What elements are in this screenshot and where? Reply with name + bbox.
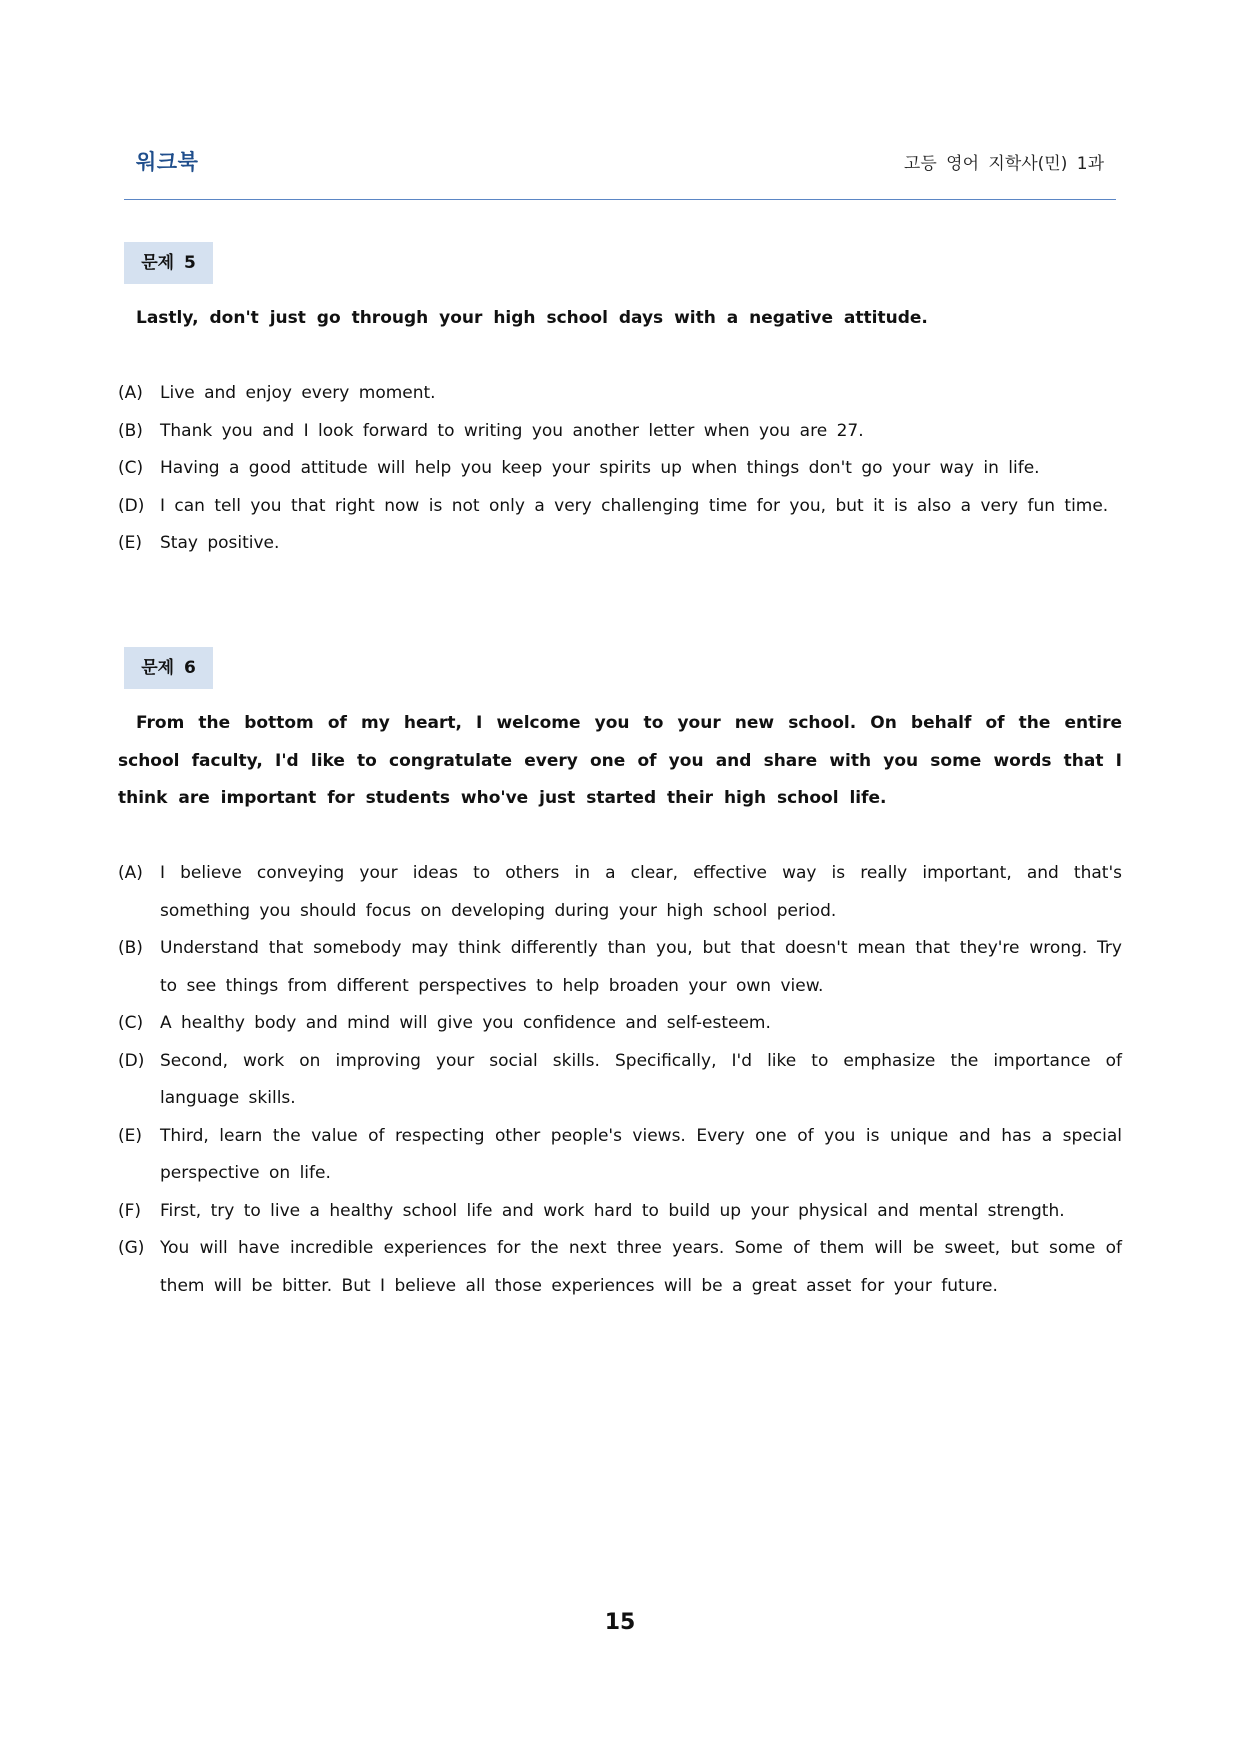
page-number: 15	[604, 1610, 636, 1635]
option-letter: (G)	[118, 1238, 145, 1258]
option-text: Having a good attitude will help you keep your spirits up when things don't go your way in life.	[160, 458, 1040, 478]
option-letter: (B)	[118, 938, 143, 958]
page-header	[124, 146, 1116, 186]
question-5-option-b	[118, 413, 1122, 451]
question-6-option-c	[118, 1005, 1122, 1043]
option-letter: (B)	[118, 420, 143, 441]
question-6-option-g	[118, 1230, 1122, 1305]
course-subtitle: 고등 영어 지학사(민) 1과	[903, 154, 1104, 174]
option-text: A healthy body and mind will give you confidence and self-esteem.	[160, 1013, 771, 1033]
workbook-title: 워크북	[136, 150, 199, 174]
question-5-options	[118, 375, 1122, 563]
option-text: Live and enjoy every moment.	[160, 383, 436, 403]
question-5-stem: Lastly, don't just go through your high school days with a negative attitude.	[136, 308, 928, 328]
option-letter: (C)	[118, 1013, 144, 1033]
option-letter: (D)	[118, 1050, 145, 1071]
option-text: Thank you and I look forward to writing you another letter when you are 27.	[160, 420, 864, 441]
question-5-option-d	[118, 488, 1122, 526]
question-6-badge: 문제 6	[124, 647, 213, 689]
question-6-option-f	[118, 1193, 1122, 1231]
question-5-badge: 문제 5	[124, 242, 213, 284]
option-text: First, try to live a healthy school life and work hard to build up your physical and mental strength.	[160, 1200, 1065, 1221]
question-6-option-b	[118, 930, 1122, 1005]
option-letter: (F)	[118, 1200, 142, 1221]
option-letter: (C)	[118, 458, 144, 478]
question-5-option-e	[118, 525, 1122, 563]
question-6-stem: From the bottom of my heart, I welcome you to your new school. On behalf of the entire school faculty, I'd like to congratulate every one of you and share with you some words that I think are important for students who've just started their high school life.	[118, 713, 1122, 808]
question-5-option-a	[118, 375, 1122, 413]
option-text: Stay positive.	[160, 533, 280, 553]
option-text: You will have incredible experiences for the next three years. Some of them will be sweet, but some of them will be bitter. But I believe all those experiences will be a great asset for your future.	[160, 1238, 1122, 1296]
option-letter: (E)	[118, 1125, 143, 1146]
question-5-option-c	[118, 450, 1122, 488]
option-text: Third, learn the value of respecting other people's views. Every one of you is unique and has a special perspective on life.	[160, 1125, 1122, 1183]
header-divider	[124, 199, 1116, 200]
question-6-option-e	[118, 1118, 1122, 1193]
option-text: Second, work on improving your social skills. Specifically, I'd like to emphasize the importance of language skills.	[160, 1050, 1122, 1108]
option-text: I believe conveying your ideas to others in a clear, effective way is really important, and that's something you should focus on developing during your high school period.	[160, 863, 1122, 921]
option-text: Understand that somebody may think differently than you, but that doesn't mean that they're wrong. Try to see things from different perspectives to help broaden your own view.	[160, 938, 1122, 996]
question-6-option-a	[118, 855, 1122, 930]
question-6-option-d	[118, 1043, 1122, 1118]
option-letter: (A)	[118, 863, 143, 883]
option-letter: (E)	[118, 533, 143, 553]
option-text: I can tell you that right now is not only a very challenging time for you, but it is also a very fun time.	[160, 495, 1109, 516]
option-letter: (D)	[118, 495, 145, 516]
question-6-options	[118, 855, 1122, 1305]
option-letter: (A)	[118, 383, 143, 403]
